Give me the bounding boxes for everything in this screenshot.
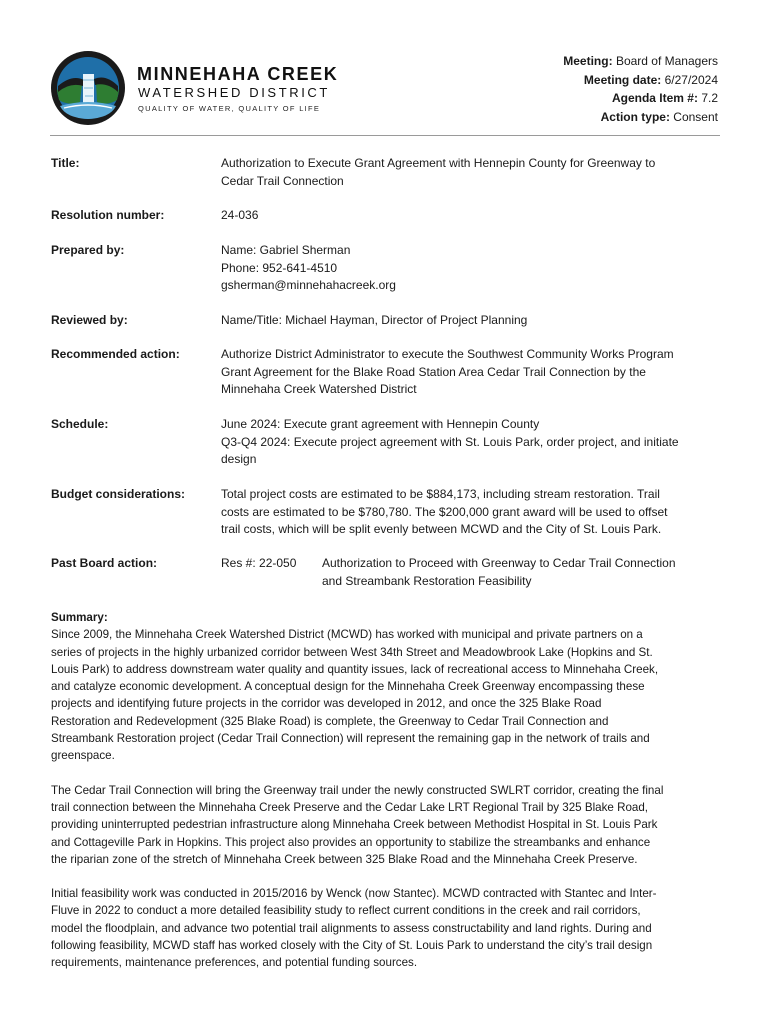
value-line: design [221,452,257,466]
field-label: Title: [51,156,80,170]
logo-name: MINNEHAHA CREEK [137,64,339,84]
field-value [221,155,711,190]
paragraph-line: requirements, maintenance preferences, and potential funding sources. [51,956,418,970]
value-line: trail costs, which will be split evenly between MCWD and the City of St. Louis Park. [221,522,662,536]
field-value [221,207,711,225]
meta-meeting-date [563,71,718,90]
waterfall-logo-icon [50,50,126,126]
header-divider [50,135,720,136]
value-line: Cedar Trail Connection [221,173,344,188]
logo-tagline: QUALITY OF WATER, QUALITY OF LIFE [138,104,321,113]
paragraph-line: model the floodplain, and advance two potential trail alignments to assess constructability and land rights. During and [51,921,652,935]
value-line: Name: Gabriel Sherman [221,243,351,257]
past-resolution-number: Res #: 22-050 [221,556,297,570]
meta-label: Agenda Item #: [611,91,698,105]
paragraph-line: series of projects in the highly urbanized corridor between West 34th Street and Meadowbrook Lake (Hopkins and St. [51,645,653,659]
past-resolution-title [322,555,722,590]
summary-section [51,609,721,972]
value-line: and Streambank Restoration Feasibility [322,573,532,588]
summary-heading: Summary: [51,611,108,624]
field-label: Prepared by: [51,243,125,257]
paragraph-line: trail connection between the Minnehaha Creek Preserve and the Cedar Lake LRT Regional Trail by 325 Blake Road, [51,800,649,814]
meta-label: Meeting date: [583,72,662,87]
paragraph-line: following feasibility, MCWD staff has worked closely with the City of St. Louis Park to understand the city’s trail design [51,939,653,953]
field-label: Recommended action: [51,347,180,361]
value-line: Total project costs are estimated to be $884,173, including stream restoration. Trail [221,487,660,501]
paragraph-line: Streambank Restoration project (Cedar Trail Connection) will represent the remaining gap in the network of trails and [51,732,650,746]
meta-value: 6/27/2024 [664,72,718,87]
paragraph-line: The Cedar Trail Connection will bring the Greenway trail under the newly constructed SWLRT corridor, creating the final [51,783,664,797]
meta-agenda-item [563,89,718,108]
value-line: Authorization to Execute Grant Agreement with Hennepin County for Greenway to [221,156,656,170]
value-line: Phone: 952-641-4510 [221,260,338,275]
summary-paragraph [51,885,721,971]
paragraph-line: providing uninterrupted pedestrian infrastructure along Minnehaha Creek between Methodist Hospital in St. Louis Park [51,818,658,832]
field-value [221,242,711,295]
logo-subtitle: WATERSHED DISTRICT [138,85,330,100]
value-line: Authorize District Administrator to execute the Southwest Community Works Program [221,347,674,361]
value-line: Minnehaha Creek Watershed District [221,382,417,396]
meta-label: Action type: [600,109,670,124]
meta-label: Meeting: [563,54,613,68]
paragraph-line: and Cottageville Park in Hopkins. This project also provides an opportunity to stabilize the streambanks and enhance [51,835,651,849]
value-line: Q3-Q4 2024: Execute project agreement with St. Louis Park, order project, and initiate [221,434,679,449]
value-line: Grant Agreement for the Blake Road Station Area Cedar Trail Connection by the [221,364,646,379]
field-value [221,312,711,330]
field-label: Past Board action: [51,556,158,570]
paragraph-line: Since 2009, the Minnehaha Creek Watershed District (MCWD) has worked with municipal and private partners on a [51,628,643,642]
paragraph-line: greenspace. [51,749,115,763]
value-line: costs are estimated to be $780,780. The $200,000 grant award will be used to offset [221,504,668,519]
paragraph-line: the riparian zone of the stretch of Minnehaha Creek between 325 Blake Road and the Minnehaha Creek Preserve. [51,852,638,866]
field-label: Schedule: [51,417,109,431]
value-line: June 2024: Execute grant agreement with Hennepin County [221,417,540,431]
paragraph-line: Louis Park) to address downstream water quality and quantity issues, lack of recreational access to Minnehaha Creek, [51,662,659,676]
summary-paragraph [51,782,721,868]
meeting-meta [563,52,718,126]
meta-value: Consent [673,109,718,124]
field-value [221,486,711,539]
field-label: Reviewed by: [51,313,128,327]
summary-paragraph [51,626,721,764]
district-logo [50,50,340,125]
value-line: 24-036 [221,208,259,222]
value-line: Authorization to Proceed with Greenway to Cedar Trail Connection [322,556,676,570]
meta-value: Board of Managers [615,54,718,68]
field-value [221,346,711,399]
meta-value: 7.2 [701,91,718,105]
field-label: Resolution number: [51,208,165,222]
paragraph-line: Fluve in 2022 to conduct a more detailed feasibility study to reflect current conditions in the creek and rail corridors, [51,904,641,918]
meta-meeting [563,52,718,71]
paragraph-line: Initial feasibility work was conducted in 2015/2016 by Wenck (now Stantec). MCWD contracted with Stantec and Inter- [51,887,657,901]
paragraph-line: Restoration and Redevelopment (325 Blake Road) is complete, the Greenway to Cedar Trail Connection and [51,714,609,728]
field-label: Budget considerations: [51,487,186,501]
field-value [221,416,711,469]
value-line: Name/Title: Michael Hayman, Director of Project Planning [221,313,528,327]
paragraph-line: projects and identifying future projects in the corridor was developed in 2012, and once the 325 Blake Road [51,697,602,711]
meta-action-type [563,108,718,127]
paragraph-line: and catalyze economic development. A conceptual design for the Minnehaha Creek Greenway encompassing these [51,680,645,694]
value-line: gsherman@minnehahacreek.org [221,278,396,292]
